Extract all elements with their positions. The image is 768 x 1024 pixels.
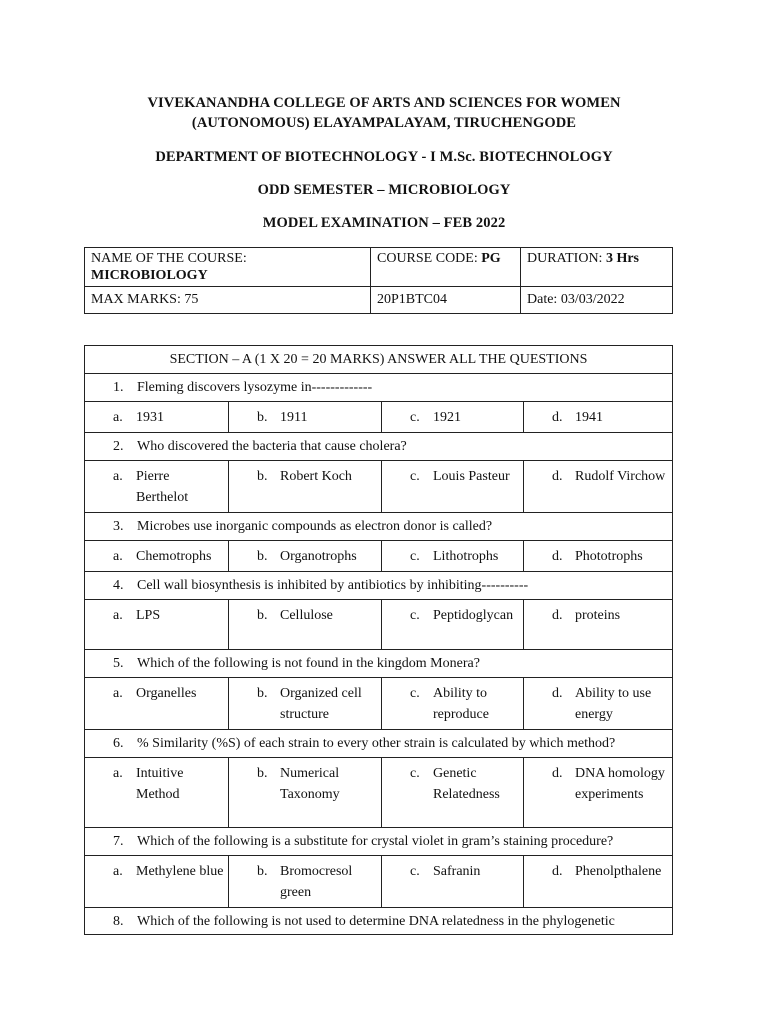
option-text: 1941 xyxy=(575,410,603,425)
option-text: 1931 xyxy=(136,410,164,425)
question-row xyxy=(85,730,673,758)
option-letter: a. xyxy=(113,608,123,623)
course-code-cell xyxy=(371,248,521,287)
duration-cell xyxy=(521,248,673,287)
semester-title: ODD SEMESTER – MICROBIOLOGY xyxy=(257,182,511,198)
option-cell xyxy=(229,461,382,513)
option-letter: a. xyxy=(113,686,123,701)
question-row xyxy=(85,908,673,935)
option-text: DNA homology experiments xyxy=(575,766,665,802)
options-row xyxy=(85,541,673,572)
section-title: SECTION – A (1 X 20 = 20 MARKS) ANSWER ALL THE QUESTIONS xyxy=(85,346,673,374)
option-text: Organized cell structure xyxy=(280,686,362,722)
course-name-label: NAME OF THE COURSE: xyxy=(91,251,247,266)
section-a-table xyxy=(84,345,673,935)
option-text: 1921 xyxy=(433,410,461,425)
option-cell xyxy=(85,600,229,650)
option-cell xyxy=(382,678,524,730)
option-cell xyxy=(382,600,524,650)
options-row xyxy=(85,461,673,513)
question-text: Microbes use inorganic compounds as electron donor is called? xyxy=(137,519,493,534)
exam-title: MODEL EXAMINATION – FEB 2022 xyxy=(262,215,506,231)
option-letter: b. xyxy=(257,686,268,701)
max-marks-cell: MAX MARKS: 75 xyxy=(85,287,371,314)
option-cell xyxy=(85,402,229,433)
option-cell xyxy=(229,678,382,730)
option-letter: a. xyxy=(113,766,123,781)
question-cell xyxy=(85,374,673,402)
option-text: Bromocresol green xyxy=(280,864,353,900)
option-text: Rudolf Virchow xyxy=(575,469,666,484)
college-name-line1: VIVEKANANDHA COLLEGE OF ARTS AND SCIENCES FOR WOMEN xyxy=(147,95,621,111)
question-row xyxy=(85,650,673,678)
option-letter: c. xyxy=(410,864,420,879)
option-text: Pierre Berthelot xyxy=(136,469,189,505)
option-cell xyxy=(382,541,524,572)
option-text: Methylene blue xyxy=(136,864,224,879)
course-code-value-cell: 20P1BTC04 xyxy=(371,287,521,314)
question-text: Who discovered the bacteria that cause cholera? xyxy=(137,439,407,454)
option-cell xyxy=(85,541,229,572)
option-cell xyxy=(382,758,524,828)
option-text: Safranin xyxy=(433,864,481,879)
option-letter: a. xyxy=(113,549,123,564)
option-letter: d. xyxy=(552,864,563,879)
option-cell xyxy=(382,856,524,908)
option-letter: b. xyxy=(257,410,268,425)
options-row xyxy=(85,678,673,730)
question-number: 1. xyxy=(113,380,124,395)
question-text: Which of the following is not used to determine DNA relatedness in the phylogenetic xyxy=(137,914,615,929)
option-letter: a. xyxy=(113,410,123,425)
option-cell xyxy=(229,541,382,572)
question-cell xyxy=(85,572,673,600)
option-letter: b. xyxy=(257,608,268,623)
duration-value: 3 Hrs xyxy=(605,251,640,266)
option-cell xyxy=(85,678,229,730)
course-name-cell xyxy=(85,248,371,287)
option-text: Organotrophs xyxy=(280,549,357,564)
option-cell xyxy=(85,758,229,828)
option-letter: b. xyxy=(257,549,268,564)
question-row xyxy=(85,513,673,541)
option-cell xyxy=(524,402,673,433)
option-letter: d. xyxy=(552,410,563,425)
option-letter: b. xyxy=(257,864,268,879)
option-cell xyxy=(85,461,229,513)
question-number: 6. xyxy=(113,736,124,751)
course-info-table xyxy=(84,247,673,314)
option-letter: c. xyxy=(410,686,420,701)
option-text: Robert Koch xyxy=(280,469,352,484)
option-cell xyxy=(85,856,229,908)
options-row xyxy=(85,856,673,908)
course-code-prefix: PG xyxy=(481,251,501,266)
option-text: Chemotrophs xyxy=(136,549,212,564)
course-code-label: COURSE CODE: xyxy=(377,251,482,266)
options-row xyxy=(85,402,673,433)
question-text: Which of the following is a substitute for crystal violet in gram’s staining procedure? xyxy=(137,834,614,849)
option-text: Ability to reproduce xyxy=(433,686,489,722)
option-letter: c. xyxy=(410,469,420,484)
option-cell xyxy=(524,758,673,828)
question-cell xyxy=(85,650,673,678)
question-number: 5. xyxy=(113,656,124,671)
option-letter: c. xyxy=(410,549,420,564)
option-text: proteins xyxy=(575,608,621,623)
option-text: Phenolpthalene xyxy=(575,864,662,879)
option-cell xyxy=(524,461,673,513)
option-letter: c. xyxy=(410,766,420,781)
question-cell xyxy=(85,730,673,758)
question-number: 3. xyxy=(113,519,124,534)
option-cell xyxy=(229,856,382,908)
option-cell xyxy=(524,678,673,730)
question-text: % Similarity (%S) of each strain to every other strain is calculated by which method? xyxy=(137,736,616,751)
option-text: Organelles xyxy=(136,686,197,701)
option-cell xyxy=(382,402,524,433)
option-letter: b. xyxy=(257,469,268,484)
options-row xyxy=(85,600,673,650)
option-letter: c. xyxy=(410,410,420,425)
option-text: Intuitive Method xyxy=(136,766,184,802)
option-cell xyxy=(524,541,673,572)
question-row xyxy=(85,374,673,402)
option-cell xyxy=(229,402,382,433)
option-letter: d. xyxy=(552,608,563,623)
option-text: Peptidoglycan xyxy=(433,608,514,623)
college-name-line2: (AUTONOMOUS) ELAYAMPALAYAM, TIRUCHENGODE xyxy=(191,115,577,131)
option-text: Genetic Relatedness xyxy=(433,766,500,802)
option-cell xyxy=(524,856,673,908)
option-text: Phototrophs xyxy=(575,549,643,564)
option-text: Numerical Taxonomy xyxy=(280,766,340,802)
course-name-value: MICROBIOLOGY xyxy=(91,268,208,283)
option-text: LPS xyxy=(136,608,161,623)
option-text: Ability to use energy xyxy=(575,686,652,722)
option-letter: d. xyxy=(552,686,563,701)
option-letter: a. xyxy=(113,864,123,879)
option-letter: d. xyxy=(552,469,563,484)
question-number: 4. xyxy=(113,578,124,593)
question-row xyxy=(85,433,673,461)
option-text: Louis Pasteur xyxy=(433,469,510,484)
option-letter: a. xyxy=(113,469,123,484)
question-row xyxy=(85,828,673,856)
department-title: DEPARTMENT OF BIOTECHNOLOGY - I M.Sc. BIOTECHNOLOGY xyxy=(155,149,613,165)
question-cell xyxy=(85,513,673,541)
option-letter: d. xyxy=(552,549,563,564)
option-letter: c. xyxy=(410,608,420,623)
option-cell xyxy=(229,600,382,650)
question-number: 2. xyxy=(113,439,124,454)
question-row xyxy=(85,572,673,600)
options-row xyxy=(85,758,673,828)
option-cell xyxy=(524,600,673,650)
duration-label: DURATION: xyxy=(527,251,606,266)
option-text: Cellulose xyxy=(280,608,333,623)
question-text: Cell wall biosynthesis is inhibited by antibiotics by inhibiting---------- xyxy=(137,578,529,593)
option-cell xyxy=(229,758,382,828)
option-letter: d. xyxy=(552,766,563,781)
question-number: 8. xyxy=(113,914,124,929)
question-text: Which of the following is not found in the kingdom Monera? xyxy=(137,656,480,671)
option-text: 1911 xyxy=(280,410,308,425)
question-cell xyxy=(85,908,673,935)
date-cell: Date: 03/03/2022 xyxy=(521,287,673,314)
option-letter: b. xyxy=(257,766,268,781)
option-text: Lithotrophs xyxy=(433,549,499,564)
option-cell xyxy=(382,461,524,513)
question-cell xyxy=(85,828,673,856)
question-number: 7. xyxy=(113,834,124,849)
question-text: Fleming discovers lysozyme in------------- xyxy=(137,380,373,395)
question-cell xyxy=(85,433,673,461)
